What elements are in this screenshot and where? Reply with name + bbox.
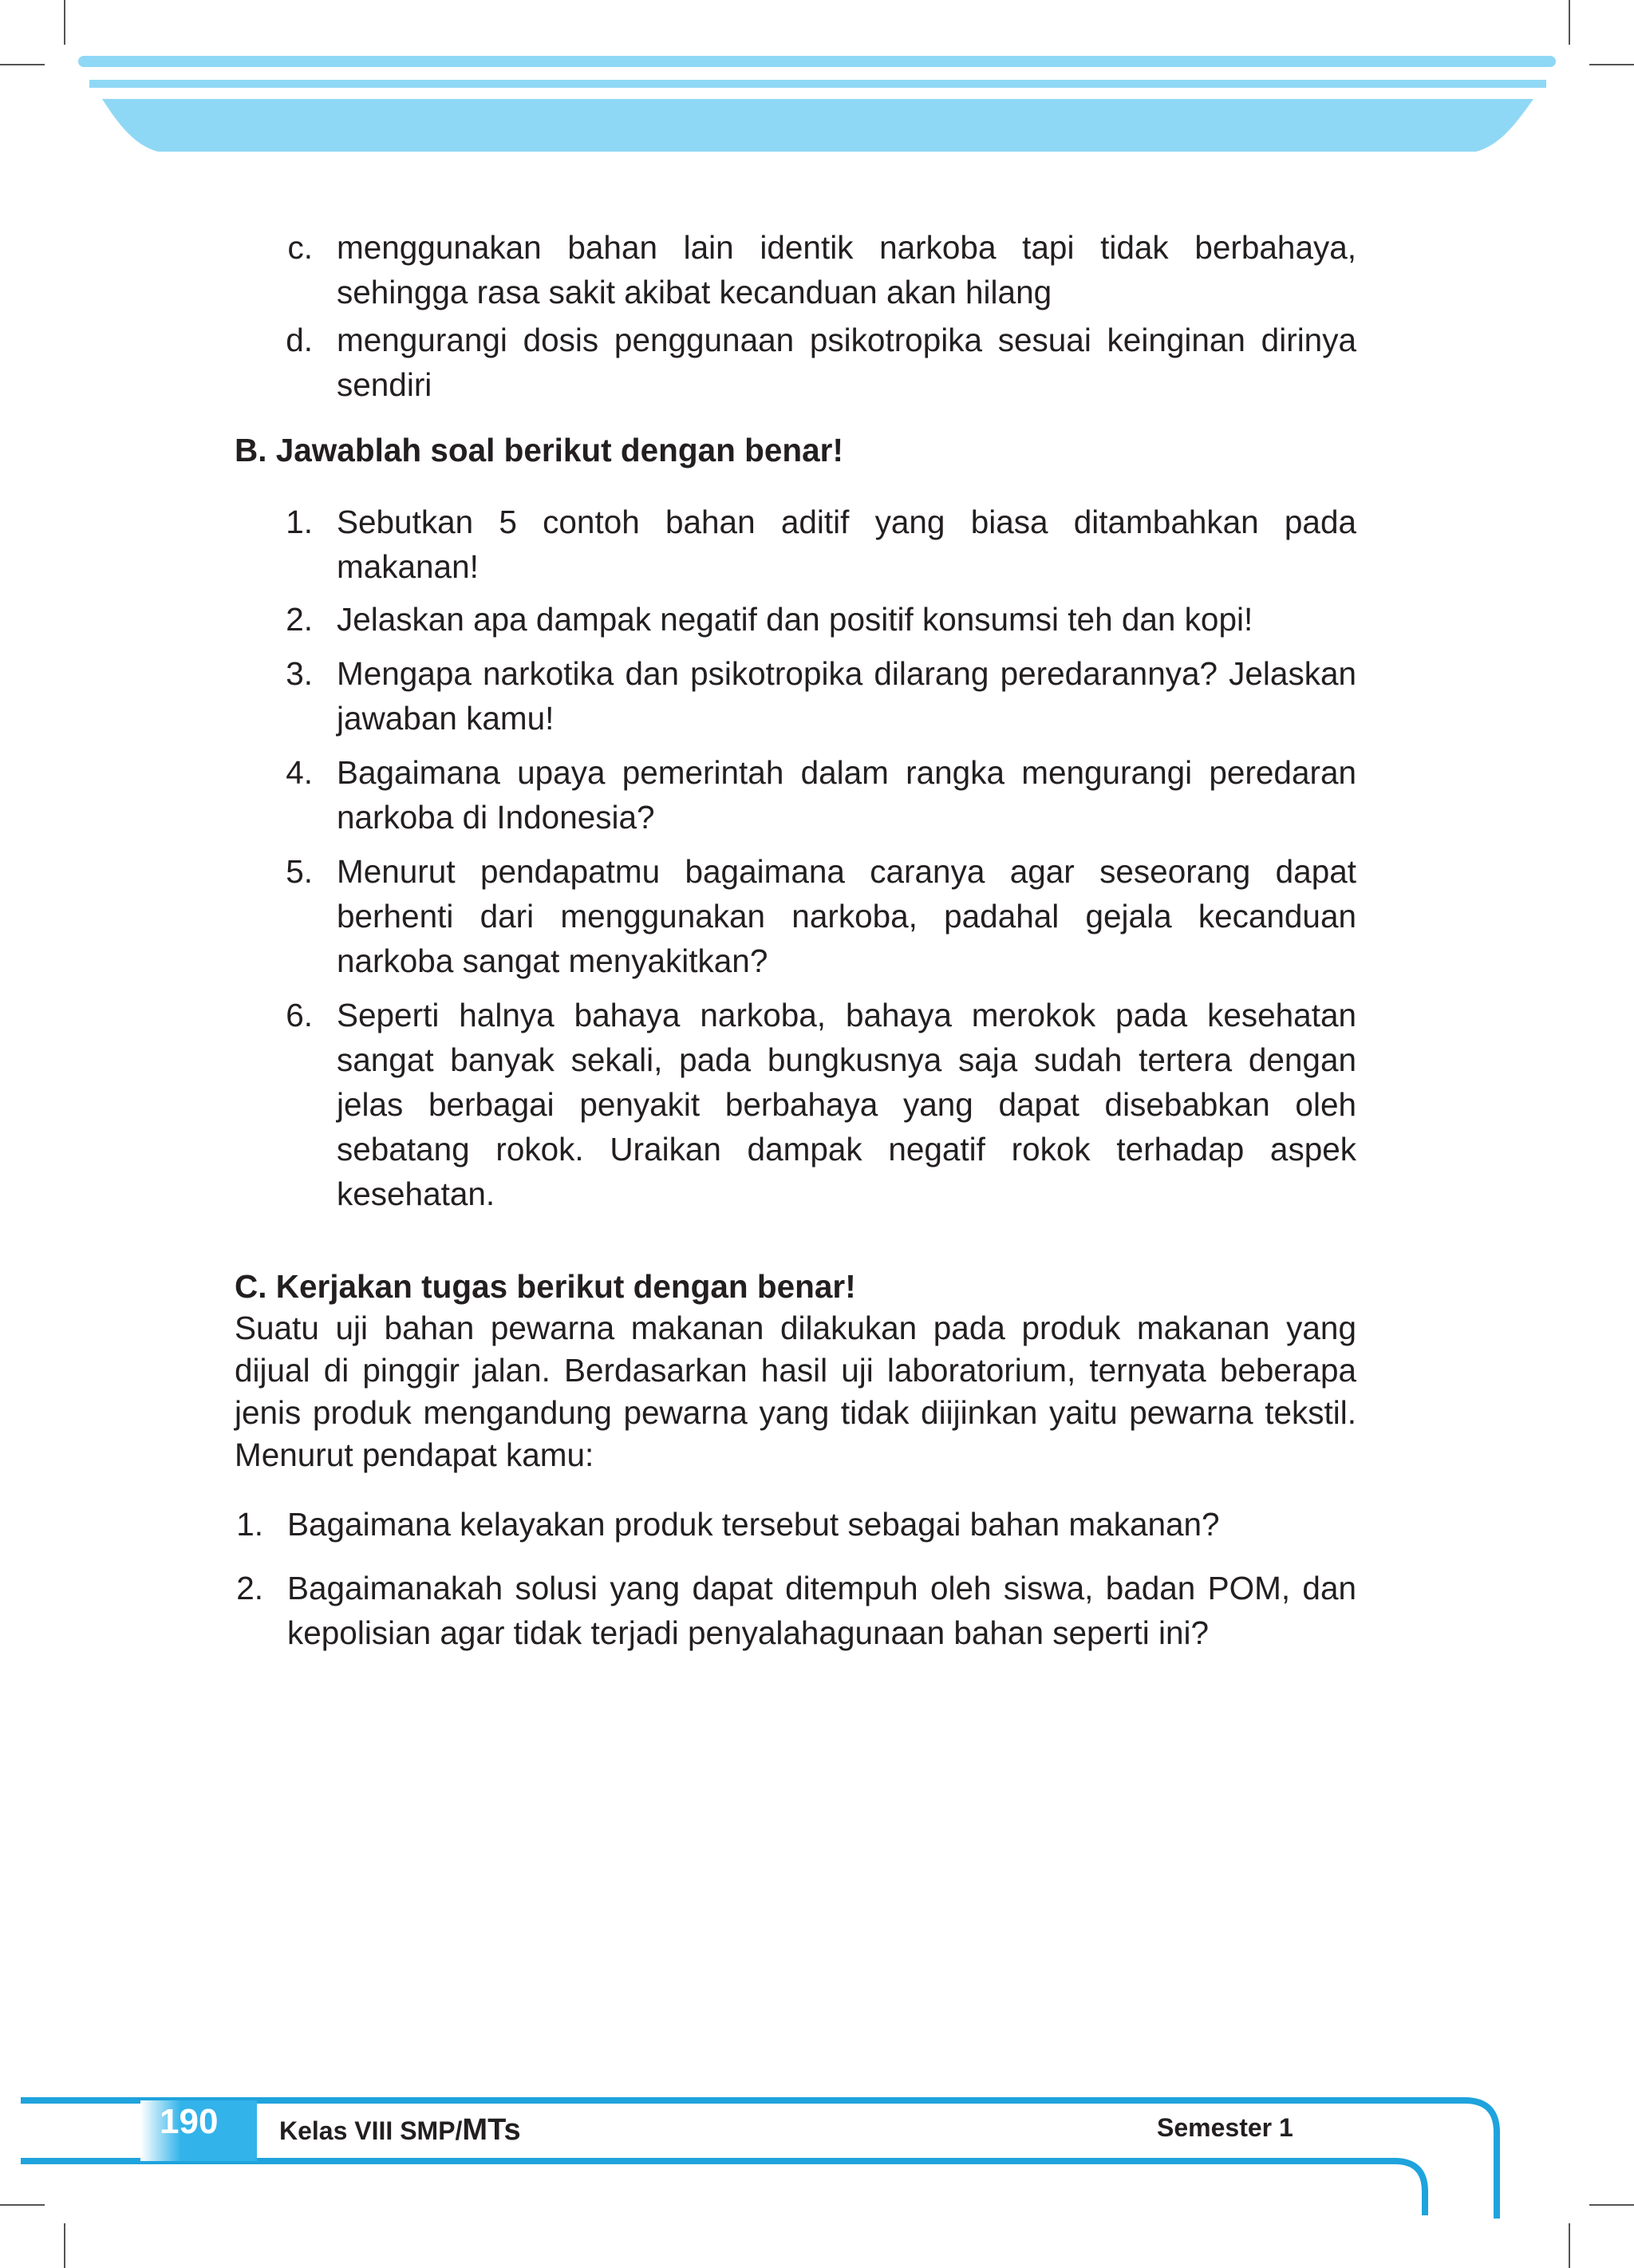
book-title-suffix: MTs [462,2113,521,2147]
section-c-paragraph: Suatu uji bahan pewarna makanan dilakukan pada produk makanan yang dijual di pinggir jalan. Berdasarkan hasil uji laboratorium, ternyata beberapa jenis produk mengandung pewarna yang tidak diijinkan yaitu pewarna tekstil. Menurut pendapat kamu: [235,1310,1356,1473]
book-title-prefix: Kelas VIII SMP/ [279,2116,463,2145]
question-text: Menurut pendapatmu bagaimana caranya agar seseorang dapat berhenti dari menggunakan narkoba, padahal gejala kecanduan narkoba sangat menyakitkan? [337,853,1356,979]
option-text: menggunakan bahan lain identik narkoba tapi tidak berbahaya, sehingga rasa sakit akibat kecanduan akan hilang [337,229,1356,310]
task-number: 2. [236,1570,263,1606]
question-number: 6. [286,997,313,1033]
header-banner [0,0,1634,160]
page-number: 190 [160,2102,219,2141]
question-text: Sebutkan 5 contoh bahan aditif yang biasa ditambahkan pada makanan! [337,504,1356,585]
task-text: Bagaimanakah solusi yang dapat ditempuh oleh siswa, badan POM, dan kepolisian agar tidak terjadi penyalahagunaan bahan seperti ini? [287,1570,1356,1651]
option-label: d. [286,322,313,358]
task-text: Bagaimana kelayakan produk tersebut sebagai bahan makanan? [287,1506,1220,1543]
question-text: Seperti halnya bahaya narkoba, bahaya merokok pada kesehatan sangat banyak sekali, pada bungkusnya saja sudah tertera dengan jelas berbagai penyakit berbahaya yang dapat disebabkan oleh sebatang rokok. Uraikan dampak negatif rokok terhadap aspek kesehatan. [337,997,1356,1212]
question-text: Mengapa narkotika dan psikotropika dilarang peredarannya? Jelaskan jawaban kamu! [337,655,1356,737]
question-number: 1. [286,504,313,540]
book-title [279,2113,521,2147]
option-text: mengurangi dosis penggunaan psikotropika sesuai keinginan dirinya sendiri [337,322,1356,403]
question-number: 4. [286,754,313,791]
option-label: c. [287,229,313,266]
question-number: 5. [286,853,313,890]
question-text: Bagaimana upaya pemerintah dalam rangka mengurangi peredaran narkoba di Indonesia? [337,754,1356,836]
section-b-heading: B. Jawablah soal berikut dengan benar! [235,432,843,468]
question-number: 3. [286,655,313,692]
footer-frame [0,2075,1634,2234]
task-number: 1. [236,1506,263,1543]
semester-label: Semester 1 [1157,2113,1293,2142]
question-number: 2. [286,601,313,638]
question-text: Jelaskan apa dampak negatif dan positif konsumsi teh dan kopi! [337,601,1253,638]
section-c-heading: C. Kerjakan tugas berikut dengan benar! [235,1268,856,1305]
